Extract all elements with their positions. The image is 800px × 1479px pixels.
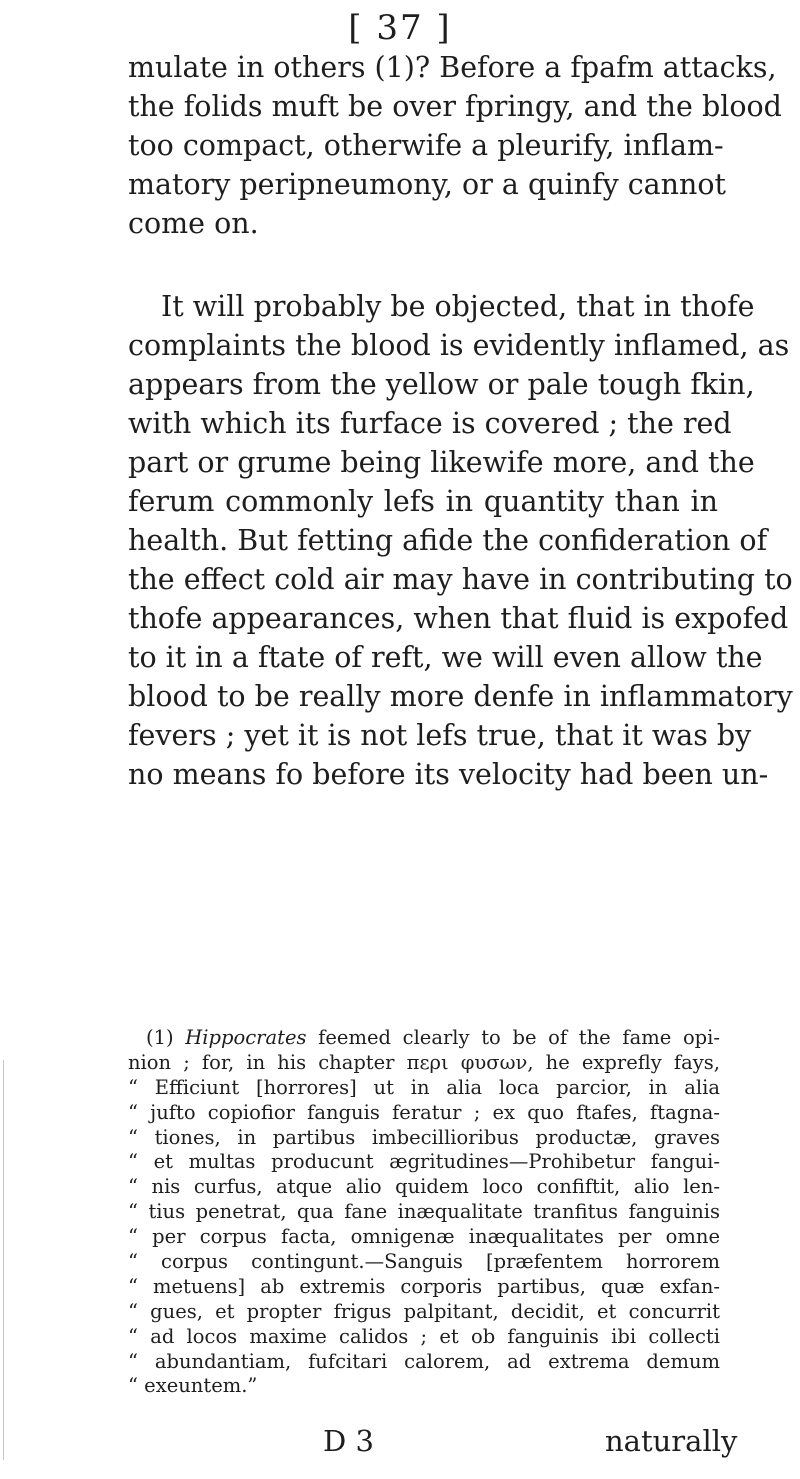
footnote-line: “ nis curfus, atque alio quidem loco confiftit, alio len- [128,1175,720,1199]
footnote-line: “ et multas producunt ægritudines—Prohibetur fangui- [128,1150,720,1174]
footnote-author: Hippocrates [185,1026,307,1049]
footnote-line: “ Efficiunt [horrores] ut in alia loca parcior, in alia [128,1075,720,1099]
text-line: with which its furface is covered ; the red [128,407,732,440]
footnote-line: “ abundantiam, fufcitari calorem, ad extrema demum [128,1349,720,1373]
signature-mark: D 3 [323,1424,374,1458]
text-line: part or grume being likewife more, and the [128,446,755,479]
text-line: thofe appearances, when that fluid is expofed [128,602,789,635]
text-line: fevers ; yet it is not lefs true, that it was by [128,719,752,752]
text-line: ferum commonly lefs in quantity than in [128,485,718,518]
text-line: the effect cold air may have in contributing to [128,563,793,596]
text-line: too compact, otherwife a pleurify, inflam- [128,129,724,162]
footnote [128,1026,720,1399]
footnote-marker: (1) [146,1026,174,1049]
footnote-line: “ tius penetrat, qua fane inæqualitate tranfitus fanguinis [128,1200,720,1224]
catchword: naturally [605,1424,738,1458]
footnote-line: “ metuens] ab extremis corporis partibus, quæ exfan- [128,1274,720,1298]
paragraph-continued [128,48,782,243]
footnote-line: nion ; for, in his chapter περι φυσων, he exprefly fays, [128,1050,720,1074]
footnote-line: “ ad locos maxime calidos ; et ob fanguinis ibi collecti [128,1324,720,1348]
text-line: mulate in others (1)? Before a fpafm attacks, [128,51,777,84]
footnote-first-line-text: feemed clearly to be of the fame opi- [318,1026,720,1049]
footnote-line: “ gues, et propter frigus palpitant, decidit, et concurrit [128,1299,720,1323]
footnote-line: “ jufto copiofior fanguis feratur ; ex quo ftafes, ftagna- [128,1100,720,1124]
footnote-line: “ corpus contingunt.—Sanguis [præfentem horrorem [128,1250,720,1274]
text-line: health. But fetting afide the confideration of [128,524,768,557]
paragraph-objection [128,287,793,794]
text-line: appears from the yellow or pale tough fkin, [128,368,755,401]
text-line: come on. [128,207,259,240]
text-line: matory peripneumony, or a quinfy cannot [128,168,726,201]
footnote-line: “ per corpus facta, omnigenæ inæqualitates per omne [128,1225,720,1249]
text-line: the folids muft be over fpringy, and the blood [128,90,782,123]
text-line: no means fo before its velocity had been un- [128,758,769,791]
page-number: [ 37 ] [348,8,452,48]
text-line: It will probably be objected, that in thofe [161,290,755,323]
text-line: blood to be really more denfe in inflammatory [128,680,793,713]
footnote-line: “ exeuntem.” [128,1374,258,1398]
page-edge-shadow [3,1060,4,1460]
footnote-first-line [128,1026,720,1051]
footnote-line: “ tiones, in partibus imbecillioribus productæ, graves [128,1125,720,1149]
text-line: complaints the blood is evidently inflamed, as [128,329,790,362]
text-line: to it in a ftate of reft, we will even allow the [128,641,763,674]
